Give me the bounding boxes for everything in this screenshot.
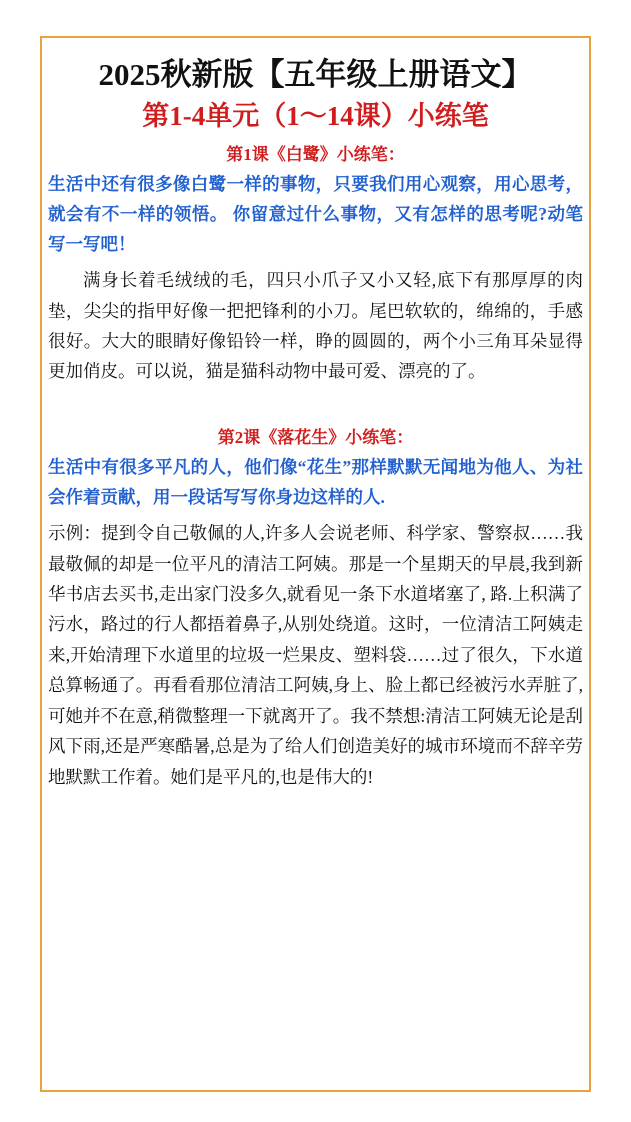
lesson-2-body: 示例：提到令自己敬佩的人,许多人会说老师、科学家、警察叔……我最敬佩的却是一位平凡的清洁工阿姨。那是一个星期天的早晨,我到新华书店去买书,走出家门没多久,就看见一条下水道堵塞了, 路.上积满了污水，路过的行人都捂着鼻子,从别处绕道。这时，一位清洁工阿姨走来,开始清理下水道里的垃圾一烂果皮、塑料袋……过了很久，下水道总算畅通了。再看看那位清洁工阿姨,身上、脸上都已经被污水弄脏了,可她并不在意,稍微整理一下就离开了。我不禁想:清洁工阿姨无论是刮风下雨,还是严寒酷暑,总是为了给人们创造美好的城市环境而不辞辛劳地默默工作着。她们是平凡的,也是伟大的! bbox=[48, 523, 583, 787]
lesson-1-prompt: 生活中还有很多像白鹭一样的事物，只要我们用心观察，用心思考，就会有不一样的领悟。 你留意过什么事物，又有怎样的思考呢?动笔写一写吧！ bbox=[48, 173, 583, 255]
page-subtitle: 第1-4单元（1～14课）小练笔 bbox=[142, 100, 489, 131]
section-spacer bbox=[48, 391, 583, 417]
document-content bbox=[26, 36, 605, 792]
page-title: 2025秋新版【五年级上册语文】 bbox=[98, 57, 533, 92]
lesson-2-heading: 第2课《落花生》小练笔： bbox=[217, 427, 414, 447]
lesson-1-body: 满身长着毛绒绒的毛，四只小爪子又小又轻,底下有那厚厚的肉垫，尖尖的指甲好像一把把锋利的小刀。尾巴软软的，绵绵的，手感很好。大大的眼睛好像铅铃一样，睁的圆圆的，两个小三角耳朵显得更加俏皮。可以说，猫是猫科动物中最可爱、漂亮的了。 bbox=[48, 270, 583, 382]
lesson-1-heading: 第1课《白鹭》小练笔： bbox=[226, 144, 405, 164]
lesson-2-prompt: 生活中有很多平凡的人，他们像“花生”那样默默无闻地为他人、为社会作着贡献，用一段话写写你身边这样的人. bbox=[48, 456, 583, 507]
